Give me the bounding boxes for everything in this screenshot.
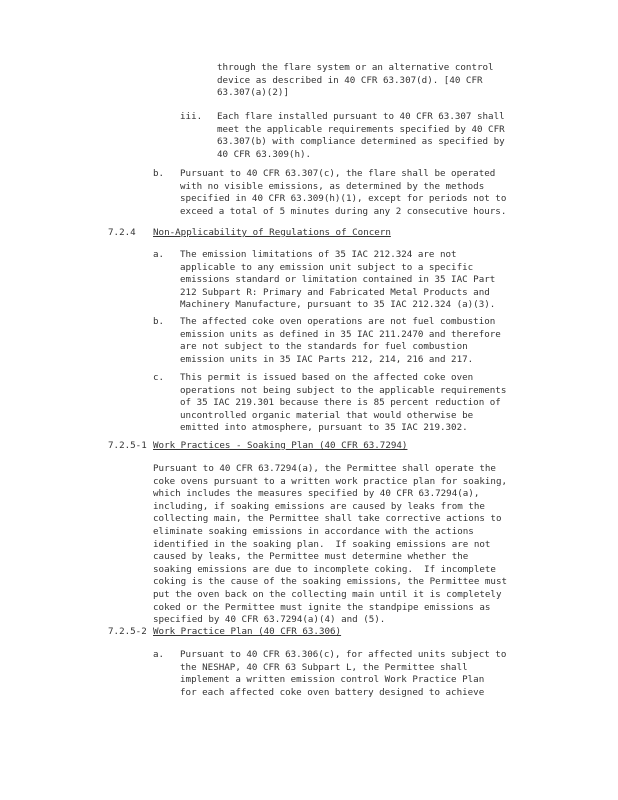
section-number-7-2-4: 7.2.4	[108, 227, 136, 238]
text-line: emissions standard or limitation contained in 35 IAC Part	[180, 274, 496, 286]
section-heading-7-2-4: Non-Applicability of Regulations of Concern	[153, 227, 391, 238]
section-heading-7-2-5-2: Work Practice Plan (40 CFR 63.306)	[153, 626, 342, 637]
item-label-b: b.	[153, 168, 165, 179]
text-line: 212 Subpart R: Primary and Fabricated Metal Products and	[180, 286, 490, 298]
text-line: put the oven back on the collecting main until it is completely	[153, 588, 502, 600]
text-line: caused by leaks, the Permittee must determine whether the	[153, 551, 469, 563]
text-line: Each flare installed pursuant to 40 CFR 63.307 shall	[217, 111, 505, 122]
text-line: specified by 40 CFR 63.7294(a)(4) and (5).	[153, 614, 386, 626]
item-b-text	[180, 168, 506, 218]
text-line: 40 CFR 63.309(h).	[217, 148, 312, 160]
section-7-2-5-1-paragraph	[153, 463, 507, 627]
text-line: device as described in 40 CFR 63.307(d). [40 CFR	[217, 74, 483, 86]
text-line: emission units as defined in 35 IAC 211.2470 and therefore	[180, 328, 501, 340]
text-line: are not subject to the standards for fuel combustion	[180, 341, 468, 353]
text-line: This permit is issued based on the affected coke oven	[180, 372, 474, 383]
text-line: Pursuant to 40 CFR 63.307(c), the flare shall be operated	[180, 168, 496, 179]
text-line: eliminate soaking emissions in accordance with the actions	[153, 525, 474, 537]
text-line: Pursuant to 40 CFR 63.7294(a), the Permittee shall operate the	[153, 463, 496, 474]
text-line: operations not being subject to the applicable requirements	[180, 384, 507, 396]
text-line: for each affected coke oven battery designed to achieve	[180, 686, 485, 698]
text-line: applicable to any emission unit subject to a specific	[180, 261, 474, 273]
text-line: coke ovens pursuant to a written work practice plan for soaking,	[153, 475, 508, 487]
text-line: collecting main, the Permittee shall take corrective actions to	[153, 513, 502, 525]
text-line: the NESHAP, 40 CFR 63 Subpart L, the Permittee shall	[180, 661, 468, 673]
section-number-7-2-5-2: 7.2.5-2	[108, 626, 147, 637]
text-line: including, if soaking emissions are caused by leaks from the	[153, 500, 485, 512]
item-a-text	[180, 249, 495, 312]
text-line: identified in the soaking plan. If soaking emissions are not	[153, 538, 491, 550]
text-line: with no visible emissions, as determined by the methods	[180, 180, 485, 192]
text-line: The affected coke oven operations are not fuel combustion	[180, 316, 496, 327]
text-line: coking is the cause of the soaking emissions, the Permittee must	[153, 576, 508, 588]
item-label-a: a.	[153, 649, 165, 660]
text-line: which includes the measures specified by 40 CFR 63.7294(a),	[153, 488, 480, 500]
item-a-text	[180, 649, 506, 699]
item-label-a: a.	[153, 249, 165, 260]
item-label-c: c.	[153, 372, 165, 383]
text-line: Machinery Manufacture, pursuant to 35 IAC 212.324 (a)(3).	[180, 299, 496, 311]
item-iii-text	[217, 111, 505, 161]
text-line: 63.307(a)(2)]	[217, 87, 289, 99]
text-line: emission units in 35 IAC Parts 212, 214, 216 and 217.	[180, 353, 474, 365]
text-line: coked or the Permittee must ignite the standpipe emissions as	[153, 601, 491, 613]
text-line: through the flare system or an alternative control	[217, 62, 494, 73]
text-line: uncontrolled organic material that would otherwise be	[180, 409, 474, 421]
text-line: Pursuant to 40 CFR 63.306(c), for affected units subject to	[180, 649, 507, 660]
item-ii-continuation	[217, 62, 494, 100]
text-line: meet the applicable requirements specified by 40 CFR	[217, 123, 505, 135]
text-line: specified in 40 CFR 63.309(h)(1), except for periods not to	[180, 193, 507, 205]
item-b-text	[180, 316, 501, 366]
text-line: 63.307(b) with compliance determined as specified by	[217, 136, 505, 148]
text-line: exceed a total of 5 minutes during any 2 consecutive hours.	[180, 205, 507, 217]
item-label-b: b.	[153, 316, 165, 327]
text-line: The emission limitations of 35 IAC 212.324 are not	[180, 249, 457, 260]
text-line: of 35 IAC 219.301 because there is 85 percent reduction of	[180, 397, 501, 409]
text-line: implement a written emission control Work Practice Plan	[180, 674, 485, 686]
section-heading-7-2-5-1: Work Practices - Soaking Plan (40 CFR 63.7294)	[153, 440, 408, 451]
text-line: soaking emissions are due to incomplete coking. If incomplete	[153, 563, 496, 575]
section-number-7-2-5-1: 7.2.5-1	[108, 440, 147, 451]
item-label-iii: iii.	[180, 111, 203, 122]
text-line: emitted into atmosphere, pursuant to 35 IAC 219.302.	[180, 422, 468, 434]
item-c-text	[180, 372, 506, 435]
